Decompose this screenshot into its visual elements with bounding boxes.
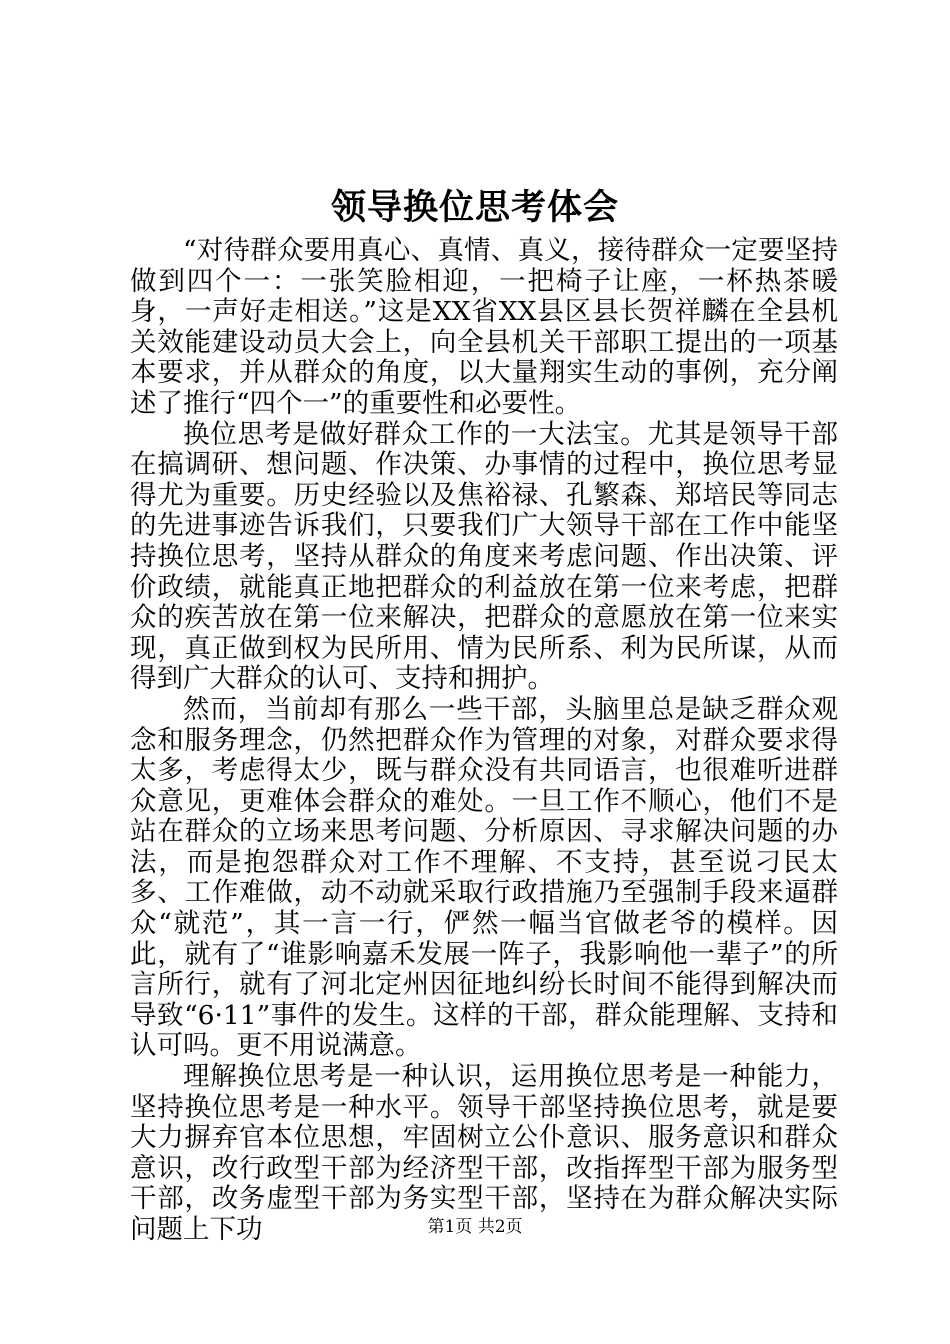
- paragraph-4: 理解换位思考是一种认识，运用换位思考是一种能力，坚持换位思考是一种水平。领导干部坚持换位思考，就是要大力摒弃官本位思想，牢固树立公仆意识、服务意识和群众意识，改行政型干部为经济型干部，改指挥型干部为服务型干部，改务虚型干部为务实型干部，坚持在为群众解决实际问题上下功: [130, 1061, 838, 1245]
- document-title: 领导换位思考体会: [330, 187, 619, 228]
- paragraph-3: 然而，当前却有那么一些干部，头脑里总是缺乏群众观念和服务理念，仍然把群众作为管理的对象，对群众要求得太多，考虑得太少，既与群众没有共同语言，也很难听进群众意见，更难体会群众的难处。一旦工作不顺心，他们不是站在群众的立场来思考问题、分析原因、寻求解决问题的办法，而是抱怨群众对工作不理解、不支持，甚至说刁民太多、工作难做，动不动就采取行政措施乃至强制手段来逼群众“就范”，其一言一行，俨然一幅当官做老爷的模样。因此，就有了“谁影响嘉禾发展一阵子，我影响他一辈子”的所言所行，就有了河北定州因征地纠纷长时间不能得到解决而导致“6·11”事件的发生。这样的干部，群众能理解、支持和认可吗。更不用说满意。: [130, 693, 838, 1062]
- page-footer: 第1页 共2页: [427, 1217, 523, 1237]
- document-body: [130, 236, 838, 1246]
- paragraph-2: 换位思考是做好群众工作的一大法宝。尤其是领导干部在搞调研、想问题、作决策、办事情的过程中，换位思考显得尤为重要。历史经验以及焦裕禄、孔繁森、郑培民等同志的先进事迹告诉我们，只要我们广大领导干部在工作中能坚持换位思考，坚持从群众的角度来考虑问题、作出决策、评价政绩，就能真正地把群众的利益放在第一位来考虑，把群众的疾苦放在第一位来解决，把群众的意愿放在第一位来实现，真正做到权为民所用、情为民所系、利为民所谋，从而得到广大群众的认可、支持和拥护。: [130, 418, 838, 695]
- paragraph-1: “对待群众要用真心、真情、真义，接待群众一定要坚持做到四个一：一张笑脸相迎，一把椅子让座，一杯热茶暖身，一声好走相送。”这是XX省XX县区县长贺祥麟在全县机关效能建设动员大会上，向全县机关干部职工提出的一项基本要求，并从群众的角度，以大量翔实生动的事例，充分阐述了推行“四个一”的重要性和必要性。: [130, 235, 838, 419]
